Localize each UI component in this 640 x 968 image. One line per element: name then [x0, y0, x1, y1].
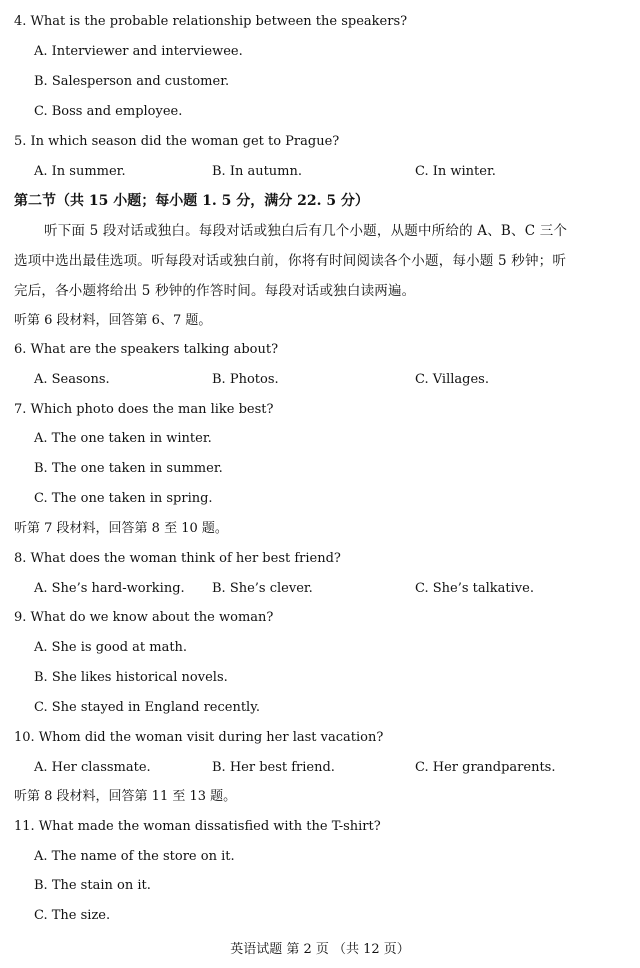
option-8c: C. She’s talkative. [415, 581, 534, 596]
option-5b: B. In autumn. [212, 164, 303, 179]
option-10b: B. Her best friend. [212, 760, 335, 775]
question-7: 7. Which photo does the man like best? [14, 402, 274, 417]
option-11a: A. The name of the store on it. [34, 849, 235, 864]
option-9c: C. She stayed in England recently. [34, 700, 260, 715]
section-title: 第二节（共 15 小题；每小题 1. 5 分，满分 22. 5 分） [14, 193, 369, 209]
directive-material-7: 听第 7 段材料，回答第 8 至 10 题。 [14, 521, 228, 536]
directive-material-8: 听第 8 段材料，回答第 11 至 13 题。 [14, 789, 237, 804]
option-5c: C. In winter. [415, 164, 496, 179]
instructions-line-1: 听下面 5 段对话或独白。每段对话或独白后有几个小题，从题中所给的 A、B、C 三个 [44, 223, 568, 239]
option-7a: A. The one taken in winter. [34, 431, 212, 446]
question-4: 4. What is the probable relationship between the speakers? [14, 14, 408, 29]
instructions-line-2: 选项中选出最佳选项。听每段对话或独白前，你将有时间阅读各个小题，每小题 5 秒钟；听 [14, 253, 567, 269]
option-9a: A. She is good at math. [34, 640, 188, 655]
option-11b: B. The stain on it. [34, 878, 151, 893]
question-10: 10. Whom did the woman visit during her last vacation? [14, 730, 384, 745]
option-4c: C. Boss and employee. [34, 104, 183, 119]
option-10a: A. Her classmate. [34, 760, 151, 775]
question-6: 6. What are the speakers talking about? [14, 342, 279, 357]
directive-material-6: 听第 6 段材料，回答第 6、7 题。 [14, 313, 212, 328]
question-5: 5. In which season did the woman get to Prague? [14, 134, 340, 149]
option-6b: B. Photos. [212, 372, 279, 387]
page-footer: 英语试题 第 2 页 （共 12 页） [230, 942, 410, 957]
instructions-line-3: 完后，各小题将给出 5 秒钟的作答时间。每段对话或独白读两遍。 [14, 283, 416, 299]
option-11c: C. The size. [34, 908, 111, 923]
option-4b: B. Salesperson and customer. [34, 74, 230, 89]
option-4a: A. Interviewer and interviewee. [34, 44, 243, 59]
option-6a: A. Seasons. [34, 372, 110, 387]
option-5a: A. In summer. [34, 164, 126, 179]
option-7b: B. The one taken in summer. [34, 461, 223, 476]
option-9b: B. She likes historical novels. [34, 670, 228, 685]
option-8b: B. She’s clever. [212, 581, 313, 596]
option-7c: C. The one taken in spring. [34, 491, 213, 506]
option-6c: C. Villages. [415, 372, 489, 387]
option-10c: C. Her grandparents. [415, 760, 556, 775]
question-8: 8. What does the woman think of her best friend? [14, 551, 341, 566]
option-8a: A. She’s hard-working. [34, 581, 185, 596]
question-9: 9. What do we know about the woman? [14, 610, 274, 625]
question-11: 11. What made the woman dissatisfied with the T-shirt? [14, 819, 381, 834]
